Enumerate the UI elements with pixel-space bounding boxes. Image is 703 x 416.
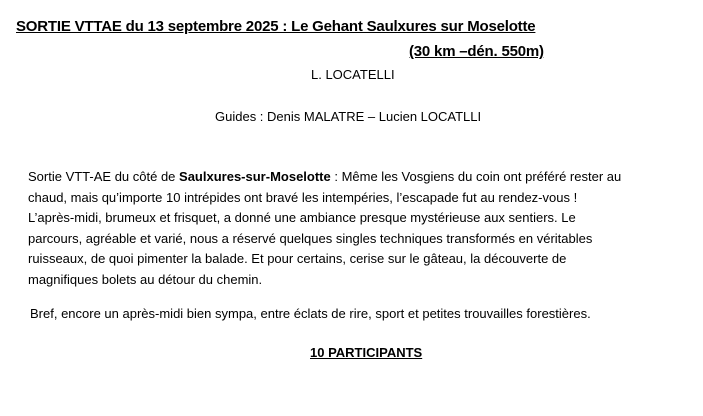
author-name: L. LOCATELLI <box>311 67 395 82</box>
paragraph-line-6: magnifiques bolets au détour du chemin. <box>28 271 263 287</box>
paragraph-line-2: chaud, mais qu’importe 10 intrépides ont bravé les intempéries, l’escapade fut au rendez-vous ! <box>28 189 578 205</box>
report-paragraph <box>28 167 698 290</box>
participants-count: 10 PARTICIPANTS <box>310 345 423 360</box>
paragraph-line-3: L’après-midi, brumeux et frisquet, a donné une ambiance presque mystérieuse aux sentiers. Le <box>28 210 576 225</box>
location-name: Saulxures-sur-Moselotte <box>179 169 331 184</box>
paragraph-line-4: parcours, agréable et varié, nous a réservé quelques singles techniques transformés en véritables <box>28 230 593 246</box>
paragraph-line-5: ruisseaux, de quoi pimenter la balade. Et pour certains, cerise sur le gâteau, la découverte de <box>28 251 567 266</box>
guides-line: Guides : Denis MALATRE – Lucien LOCATLLI <box>215 109 482 124</box>
paragraph-line-1-start: Sortie VTT-AE du côté de <box>28 169 180 184</box>
conclusion-line: Bref, encore un après-midi bien sympa, entre éclats de rire, sport et petites trouvailles forestières. <box>30 306 591 321</box>
document-subtitle: (30 km –dén. 550m) <box>409 43 544 60</box>
document-title: SORTIE VTTAE du 13 septembre 2025 : Le Gehant Saulxures sur Moselotte <box>16 18 536 35</box>
paragraph-line-1 <box>28 167 698 188</box>
paragraph-line-1-end: : Même les Vosgiens du coin ont préféré rester au <box>330 169 622 184</box>
